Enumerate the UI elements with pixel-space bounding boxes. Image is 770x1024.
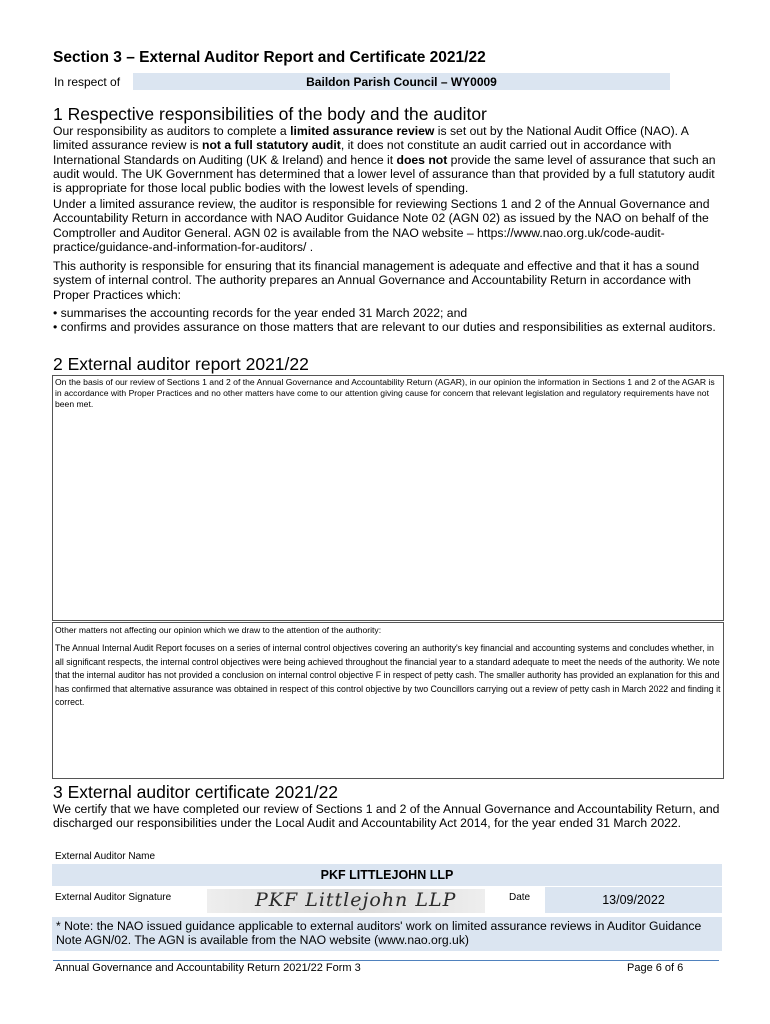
section1-bullet-1: • summarises the accounting records for the year ended 31 March 2022; and [53,306,468,320]
date-field: 13/09/2022 [545,887,722,913]
certificate-text: We certify that we have completed our review of Sections 1 and 2 of the Annual Governance and Accountability Return, and discharged our responsibilities under the Local Audit and Accountability Act 2014, for the year ended 31 March 2022. [53,802,720,831]
section2-heading: 2 External auditor report 2021/22 [53,354,309,374]
other-matters-heading: Other matters not affecting our opinion which we draw to the attention of the authority: [55,625,382,635]
auditor-name-label: External Auditor Name [55,851,156,862]
section1-paragraph-1: Our responsibility as auditors to complete a limited assurance review is set out by the National Audit Office (NAO). A limited assurance review is not a full statutory audit, it does not constitute an audit carried out in accordance with International Standards on Auditing (UK & Ireland) and hence it does not provide the same level of assurance that such an audit would. The UK Government has determined that a lower level of assurance than that provided by a full statutory audit is appropriate for those local public bodies with the lowest levels of spending. [53,124,716,196]
footer-form-name: Annual Governance and Accountability Return 2021/22 Form 3 [55,962,361,974]
other-matters-box [52,622,724,779]
page-number: Page 6 of 6 [627,962,684,974]
signature-handwriting: PKF Littlejohn LLP [255,889,457,911]
auditor-name-field: PKF LITTLEJOHN LLP [52,864,722,886]
authority-name-field: Baildon Parish Council – WY0009 [133,73,670,90]
opinion-text: On the basis of our review of Sections 1 and 2 of the Annual Governance and Accountability Return (AGAR), in our opinion the information in Sections 1 and 2 of the AGAR is in accordance with Proper Practices and no other matters have come to our attention giving cause for concern that relevant legislation and regulatory requirements have not been met. [55,377,715,409]
date-label: Date [509,892,531,903]
nao-guidance-note: * Note: the NAO issued guidance applicable to external auditors' work on limited assurance reviews in Auditor Guidance Note AGN/02. The AGN is available from the NAO website (www.nao.org.uk) [52,917,722,951]
other-matters-text: The Annual Internal Audit Report focuses on a series of internal control objectives covering an authority's key financial and accounting systems and concludes whether, in all significant respects, the internal control objectives were being achieved throughout the financial year to a standard adequate to meet the needs of the authority. We note that the internal auditor has not provided a conclusion on internal control objective F in respect of petty cash. The smaller authority has provided an explanation for this and has confirmed that alternative assurance was obtained in respect of this control objective by two Councillors carrying out a review of petty cash in March 2022 and finding it correct. [55,643,721,708]
section1-paragraph-2: Under a limited assurance review, the auditor is responsible for reviewing Sections 1 and 2 of the Annual Governance and Accountability Return in accordance with NAO Auditor Guidance Note 02 (AGN 02) as issued by the NAO on behalf of the Comptroller and Auditor General. AGN 02 is available from the NAO website – https://www.nao.org.uk/code-audit-practice/guidance-and-information-for-auditors/ . [53,197,710,254]
signature-image [207,889,485,913]
page-title: Section 3 – External Auditor Report and Certificate 2021/22 [53,49,486,66]
section1-bullet-2: • confirms and provides assurance on those matters that are relevant to our duties and responsibilities as external auditors. [53,320,716,334]
opinion-box [52,375,724,621]
footer-rule [53,960,719,961]
section1-heading: 1 Respective responsibilities of the body and the auditor [53,104,487,124]
section3-heading: 3 External auditor certificate 2021/22 [53,782,339,802]
section1-paragraph-3: This authority is responsible for ensuring that its financial management is adequate and effective and that it has a sound system of internal control. The authority prepares an Annual Governance and Accountability Return in accordance with Proper Practices which: [53,259,700,302]
auditor-signature-label: External Auditor Signature [55,892,172,903]
in-respect-label: In respect of [54,75,121,89]
